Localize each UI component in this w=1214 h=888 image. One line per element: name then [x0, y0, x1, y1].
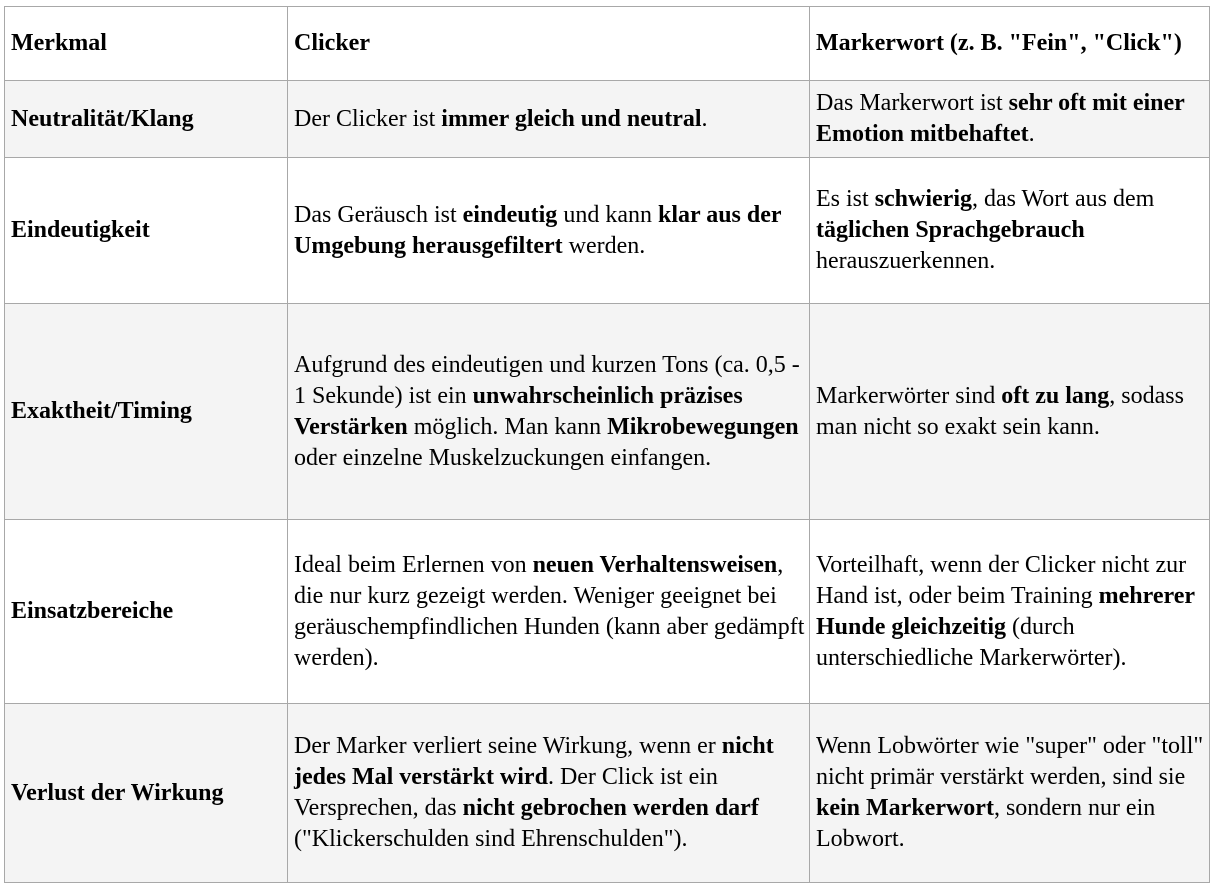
emphasis-text: kein Markerwort — [816, 795, 994, 821]
emphasis-text: nicht gebrochen werden darf — [462, 795, 759, 821]
comparison-table-container — [4, 6, 1210, 883]
header-merkmal: Merkmal — [5, 7, 288, 81]
header-markerwort: Markerwort (z. B. "Fein", "Click") — [810, 7, 1210, 81]
clicker-cell: Aufgrund des eindeutigen und kurzen Tons (ca. 0,5 - 1 Sekunde) ist ein unwahrscheinlich präzises Verstärken möglich. Man kann Mikrobewegungen oder einzelne Muskelzuckungen einfangen. — [288, 304, 810, 520]
clicker-cell: Der Marker verliert seine Wirkung, wenn er nicht jedes Mal verstärkt wird. Der Click ist ein Versprechen, das nicht gebrochen werden darf ("Klickerschulden sind Ehrenschulden"). — [288, 704, 810, 883]
emphasis-text: immer gleich und neutral — [441, 105, 702, 132]
table-row — [5, 520, 1210, 704]
clicker-cell: Das Geräusch ist eindeutig und kann klar aus der Umgebung herausgefiltert werden. — [288, 158, 810, 304]
clicker-cell: Der Clicker ist immer gleich und neutral. — [288, 81, 810, 158]
emphasis-text: nicht jedes Mal verstärkt wird — [294, 733, 774, 790]
emphasis-text: klar aus der Umgebung herausgefiltert — [294, 201, 782, 259]
feature-cell: Einsatzbereiche — [5, 520, 288, 704]
emphasis-text: oft zu lang — [1001, 382, 1110, 409]
markerwort-cell: Vorteilhaft, wenn der Clicker nicht zur Hand ist, oder beim Training mehrerer Hunde gleichzeitig (durch unterschiedliche Markerwörter). — [810, 520, 1210, 704]
table-row — [5, 158, 1210, 304]
feature-cell: Exaktheit/Timing — [5, 304, 288, 520]
emphasis-text: neuen Verhaltensweisen — [532, 551, 778, 578]
table-row — [5, 704, 1210, 883]
emphasis-text: eindeutig — [462, 201, 558, 228]
table-header-row — [5, 7, 1210, 81]
emphasis-text: täglichen Sprachgebrauch — [816, 217, 1085, 243]
emphasis-text: unwahrscheinlich präzises Verstärken — [294, 382, 743, 440]
emphasis-text: schwierig — [874, 186, 972, 212]
clicker-cell: Ideal beim Erlernen von neuen Verhaltensweisen, die nur kurz gezeigt werden. Weniger geeignet bei geräuschempfindlichen Hunden (kann aber gedämpft werden). — [288, 520, 810, 704]
emphasis-text: sehr oft mit einer Emotion mitbehaftet — [816, 90, 1185, 147]
table-row — [5, 81, 1210, 158]
emphasis-text: mehrerer Hunde gleichzeitig — [816, 582, 1195, 640]
feature-cell: Verlust der Wirkung — [5, 704, 288, 883]
table-row — [5, 304, 1210, 520]
markerwort-cell: Es ist schwierig, das Wort aus dem täglichen Sprachgebrauch herauszuerkennen. — [810, 158, 1210, 304]
clicker-vs-markerwort-table — [4, 6, 1210, 883]
markerwort-cell: Wenn Lobwörter wie "super" oder "toll" nicht primär verstärkt werden, sind sie kein Markerwort, sondern nur ein Lobwort. — [810, 704, 1210, 883]
header-clicker: Clicker — [288, 7, 810, 81]
markerwort-cell: Das Markerwort ist sehr oft mit einer Emotion mitbehaftet. — [810, 81, 1210, 158]
emphasis-text: Mikrobewegungen — [607, 413, 799, 440]
feature-cell: Eindeutigkeit — [5, 158, 288, 304]
feature-cell: Neutralität/Klang — [5, 81, 288, 158]
markerwort-cell: Markerwörter sind oft zu lang, sodass man nicht so exakt sein kann. — [810, 304, 1210, 520]
